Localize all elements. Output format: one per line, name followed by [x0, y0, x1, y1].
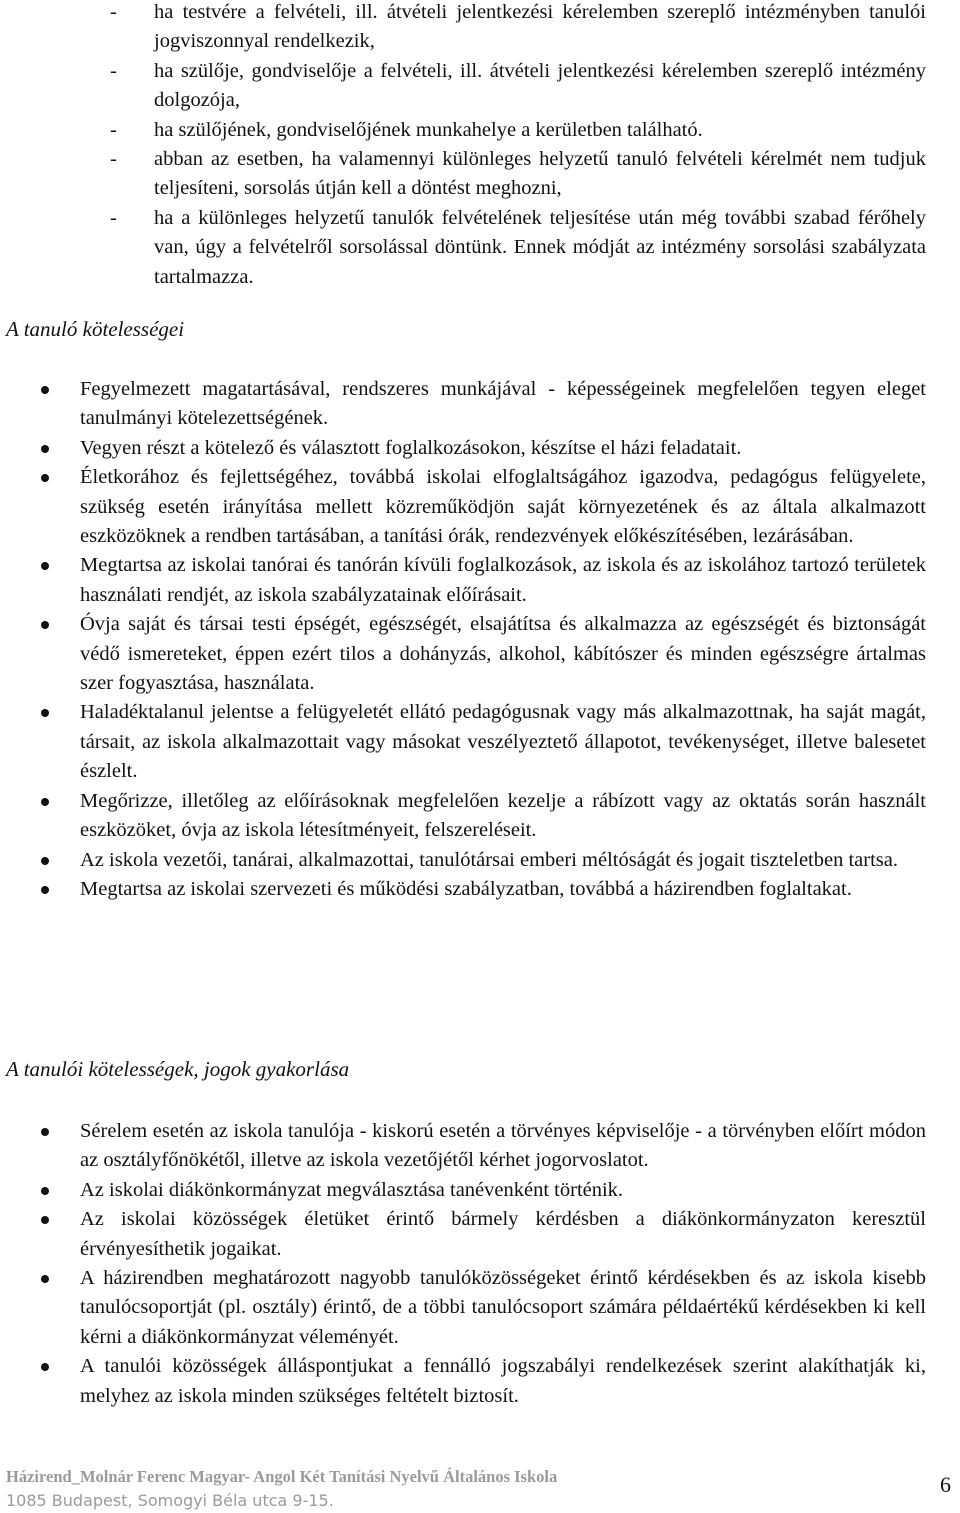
dash-marker: - — [110, 1, 117, 23]
footer-address: 1085 Budapest, Somogyi Béla utca 9-15. — [6, 1491, 334, 1510]
dash-marker: - — [110, 206, 117, 229]
list-item: Az iskolai közösségek életüket érintő bármely kérdésben a diákönkormányzaton keresztül érvényesíthetik jogaikat. — [0, 1205, 960, 1264]
bullet-icon — [41, 621, 49, 629]
obligations-list — [0, 375, 960, 904]
dash-marker: - — [110, 118, 117, 141]
bullet-icon — [41, 1363, 49, 1371]
rights-heading: A tanulói kötelességek, jogok gyakorlása — [6, 1057, 350, 1081]
bullet-icon — [41, 1275, 49, 1283]
bullet-icon — [41, 798, 49, 806]
list-item: Az iskolai diákönkormányzat megválasztása tanévenként történik. — [0, 1176, 960, 1205]
list-item: Megtartsa az iskolai tanórai és tanórán kívüli foglalkozások, az iskola és az iskolához tartozó területek használati rendjét, az iskola szabályzatainak előírásait. — [0, 551, 960, 610]
bullet-icon — [41, 709, 49, 717]
list-item: - ha testvére a felvételi, ill. átvételi jelentkezési kérelemben szereplő intézményben tanulói jogviszonnyal rendelkezik, — [0, 0, 960, 57]
bullet-icon — [41, 386, 49, 394]
bullet-icon — [41, 857, 49, 865]
list-item: - abban az esetben, ha valamennyi különleges helyzetű tanuló felvételi kérelmét nem tudjuk teljesíteni, sorsolás útján kell a döntést meghozni, — [0, 145, 960, 204]
list-item: Megtartsa az iskolai szervezeti és működési szabályzatban, továbbá a házirendben foglaltakat. — [0, 875, 960, 904]
bullet-icon — [41, 1187, 49, 1195]
obligations-heading: A tanuló kötelességei — [6, 317, 185, 341]
bullet-icon — [41, 562, 49, 570]
list-item: Életkorához és fejlettségéhez, továbbá iskolai elfoglaltságához igazodva, pedagógus felügyelete, szükség esetén irányítása mellett közreműködjön saját környezetének és az általa alkalmazott eszközöknek a rendben tartásában, a tanítási órák, rendezvények előkészítésében, lezárásában. — [0, 463, 960, 551]
dash-marker: - — [110, 59, 117, 82]
list-item: A házirendben meghatározott nagyobb tanulóközösségeket érintő kérdésekben és az iskola kisebb tanulócsoportját (pl. osztály) érintő, de a többi tanulócsoport számára példaértékű kérdésekben ki kell kérni a diákönkormányzat véleményét. — [0, 1264, 960, 1352]
rights-list — [0, 1117, 960, 1411]
admission-criteria-list — [0, 0, 960, 292]
list-item: - ha szülője, gondviselője a felvételi, ill. átvételi jelentkezési kérelemben szereplő intézmény dolgozója, — [0, 57, 960, 116]
list-item: Haladéktalanul jelentse a felügyeletét ellátó pedagógusnak vagy más alkalmazottnak, ha saját magát, társait, az iskola alkalmazottait vagy másokat veszélyeztető állapotot, tevékenységet, illetve balesetet észlelt. — [0, 698, 960, 786]
list-item: Fegyelmezett magatartásával, rendszeres munkájával - képességeinek megfelelően tegyen eleget tanulmányi kötelezettségének. — [0, 375, 960, 434]
list-item: A tanulói közösségek álláspontjukat a fennálló jogszabályi rendelkezések szerint alakíthatják ki, melyhez az iskola minden szükséges feltételt biztosít. — [0, 1352, 960, 1411]
list-item: - ha a különleges helyzetű tanulók felvételének teljesítése után még további szabad férőhely van, úgy a felvételről sorsolással döntünk. Ennek módját az intézmény sorsolási szabályzata tartalmazza. — [0, 204, 960, 292]
list-item: Megőrizze, illetőleg az előírásoknak megfelelően kezelje a rábízott vagy az oktatás során használt eszközöket, óvja az iskola létesítményeit, felszereléseit. — [0, 787, 960, 846]
page-number: 6 — [940, 1472, 951, 1497]
bullet-icon — [41, 886, 49, 894]
bullet-icon — [41, 474, 49, 482]
list-item: - ha szülőjének, gondviselőjének munkahelye a kerületben található. — [0, 116, 960, 145]
bullet-icon — [41, 445, 49, 453]
footer-school-name: Házirend_Molnár Ferenc Magyar- Angol Két Tanítási Nyelvű Általános Iskola — [6, 1467, 558, 1486]
bullet-icon — [41, 1216, 49, 1224]
dash-marker: - — [110, 148, 117, 171]
list-item: Vegyen részt a kötelező és választott foglalkozásokon, készítse el házi feladatait. — [0, 434, 960, 463]
list-item: Sérelem esetén az iskola tanulója - kiskorú esetén a törvényes képviselője - a törvényben előírt módon az osztályfőnökétől, illetve az iskola vezetőjétől kérhet jogorvoslatot. — [0, 1117, 960, 1176]
bullet-icon — [41, 1128, 49, 1136]
list-item: Óvja saját és társai testi épségét, egészségét, elsajátítsa és alkalmazza az egészségét és biztonságát védő ismereteket, éppen ezért tilos a dohányzás, alkohol, kábítószer és minden egészségre ártalmas szer fogyasztása, használata. — [0, 610, 960, 698]
list-item: Az iskola vezetői, tanárai, alkalmazottai, tanulótársai emberi méltóságát és jogait tiszteletben tartsa. — [0, 846, 960, 875]
